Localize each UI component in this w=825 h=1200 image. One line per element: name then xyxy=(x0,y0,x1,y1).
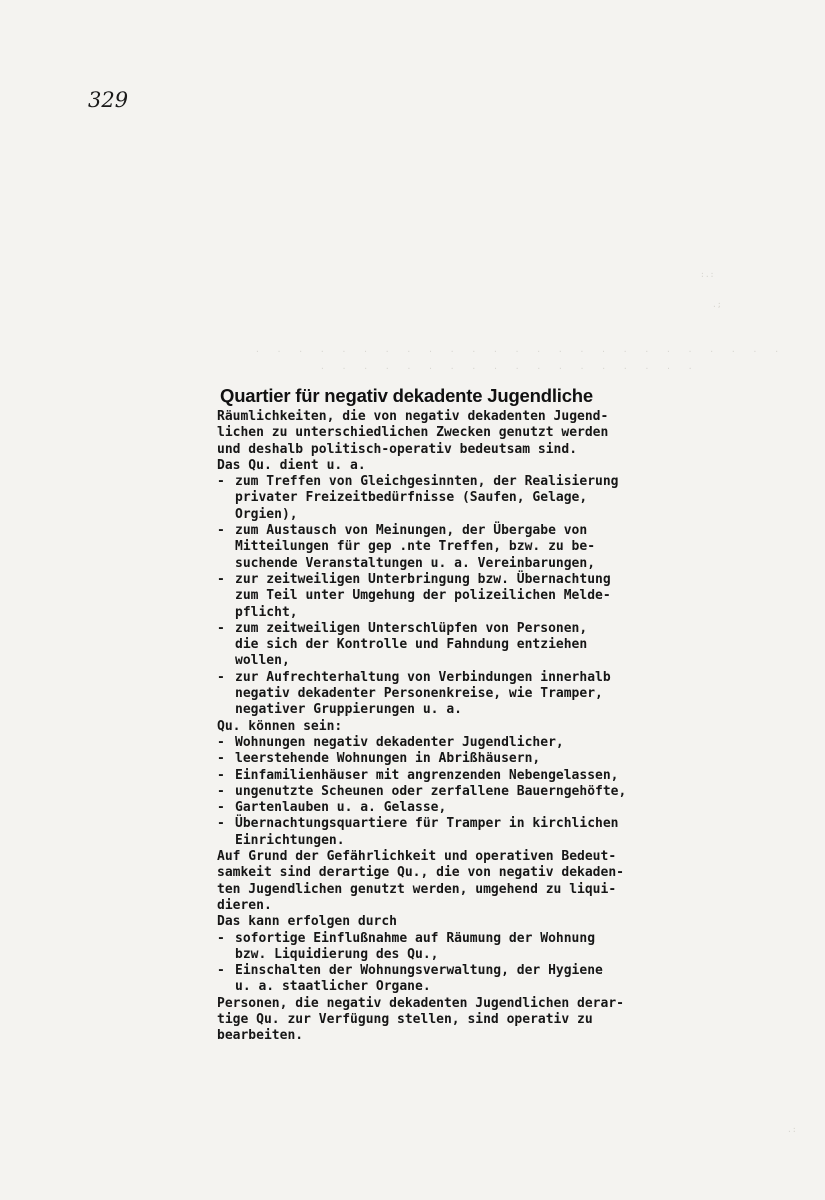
bleed-through-mark: .; xyxy=(712,300,722,309)
definition-line: und deshalb politisch-operativ bedeutsam sind. xyxy=(217,441,578,457)
list-item: - zur zeitweiligen Unterbringung bzw. Übernachtung xyxy=(217,571,611,587)
list-item-continuation: zum Teil unter Umgehung der polizeilichen Melde- xyxy=(235,588,611,604)
list-item: - Einfamilienhäuser mit angrenzenden Nebengelassen, xyxy=(217,767,619,783)
list-item-continuation: pflicht, xyxy=(235,604,298,620)
closing-line: Personen, die negativ dekadenten Jugendlichen derar- xyxy=(217,995,624,1011)
list-item-continuation: bzw. Liquidierung des Qu., xyxy=(235,946,439,962)
list-item-continuation: suchende Veranstaltungen u. a. Vereinbarungen, xyxy=(235,555,596,571)
closing-line: bearbeiten. xyxy=(217,1028,304,1044)
bleed-through-mark: :.: xyxy=(700,270,715,279)
definition-line: lichen zu unterschiedlichen Zwecken genutzt werden xyxy=(217,425,609,441)
list-item-continuation: Einrichtungen. xyxy=(235,832,345,848)
list-item: - sofortige Einflußnahme auf Räumung der Wohnung xyxy=(217,930,596,946)
bleed-through-mark: . . . . . . . . . . . . . . . . . . . . . . . . . xyxy=(255,345,786,354)
uses-intro: Das Qu. dient u. a. xyxy=(217,457,366,473)
list-item: - zum zeitweiligen Unterschlüpfen von Personen, xyxy=(217,620,588,636)
page-number: 329 xyxy=(88,88,129,112)
actions-intro: Das kann erfolgen durch xyxy=(217,914,398,930)
definition-line: Räumlichkeiten, die von negativ dekadenten Jugend- xyxy=(217,409,609,424)
list-item-continuation: negativ dekadenter Personenkreise, wie Tramper, xyxy=(235,686,603,702)
danger-line: samkeit sind derartige Qu., die von negativ dekaden- xyxy=(217,865,624,881)
danger-line: dieren. xyxy=(217,897,272,913)
entry-body xyxy=(217,409,747,1045)
list-item-continuation: wollen, xyxy=(235,653,290,669)
danger-line: ten Jugendlichen genutzt werden, umgehend zu liqui- xyxy=(217,881,617,897)
list-item: - Wohnungen negativ dekadenter Jugendlicher, xyxy=(217,734,564,750)
list-item-continuation: Mitteilungen für gep .nte Treffen, bzw. zu be- xyxy=(235,539,596,555)
list-item: - Übernachtungsquartiere für Tramper in kirchlichen xyxy=(217,816,619,832)
list-item: - zum Austausch von Meinungen, der Übergabe von xyxy=(217,523,588,539)
danger-line: Auf Grund der Gefährlichkeit und operativen Bedeut- xyxy=(217,849,617,865)
list-item-continuation: die sich der Kontrolle und Fahndung entziehen xyxy=(235,637,588,653)
types-intro: Qu. können sein: xyxy=(217,718,343,734)
list-item: - ungenutzte Scheunen oder zerfallene Bauerngehöfte, xyxy=(217,783,627,799)
list-item-continuation: negativer Gruppierungen u. a. xyxy=(235,702,462,718)
list-item: - Einschalten der Wohnungsverwaltung, der Hygiene xyxy=(217,963,603,979)
entry-heading: Quartier für negativ dekadente Jugendliche xyxy=(220,385,594,406)
bleed-through-mark: .: xyxy=(787,1125,797,1134)
closing-line: tige Qu. zur Verfügung stellen, sind operativ zu xyxy=(217,1011,593,1027)
list-item-continuation: privater Freizeitbedürfnisse (Saufen, Gelage, xyxy=(235,490,588,506)
list-item-continuation: Orgien), xyxy=(235,506,298,522)
bleed-through-mark: . . . . . . . . . . . . . . . . . . xyxy=(320,362,699,371)
list-item: - zur Aufrechterhaltung von Verbindungen innerhalb xyxy=(217,669,611,685)
list-item: - zum Treffen von Gleichgesinnten, der Realisierung xyxy=(217,474,619,490)
list-item-continuation: u. a. staatlicher Organe. xyxy=(235,979,431,995)
list-item: - Gartenlauben u. a. Gelasse, xyxy=(217,800,447,816)
list-item: - leerstehende Wohnungen in Abrißhäusern, xyxy=(217,751,541,767)
